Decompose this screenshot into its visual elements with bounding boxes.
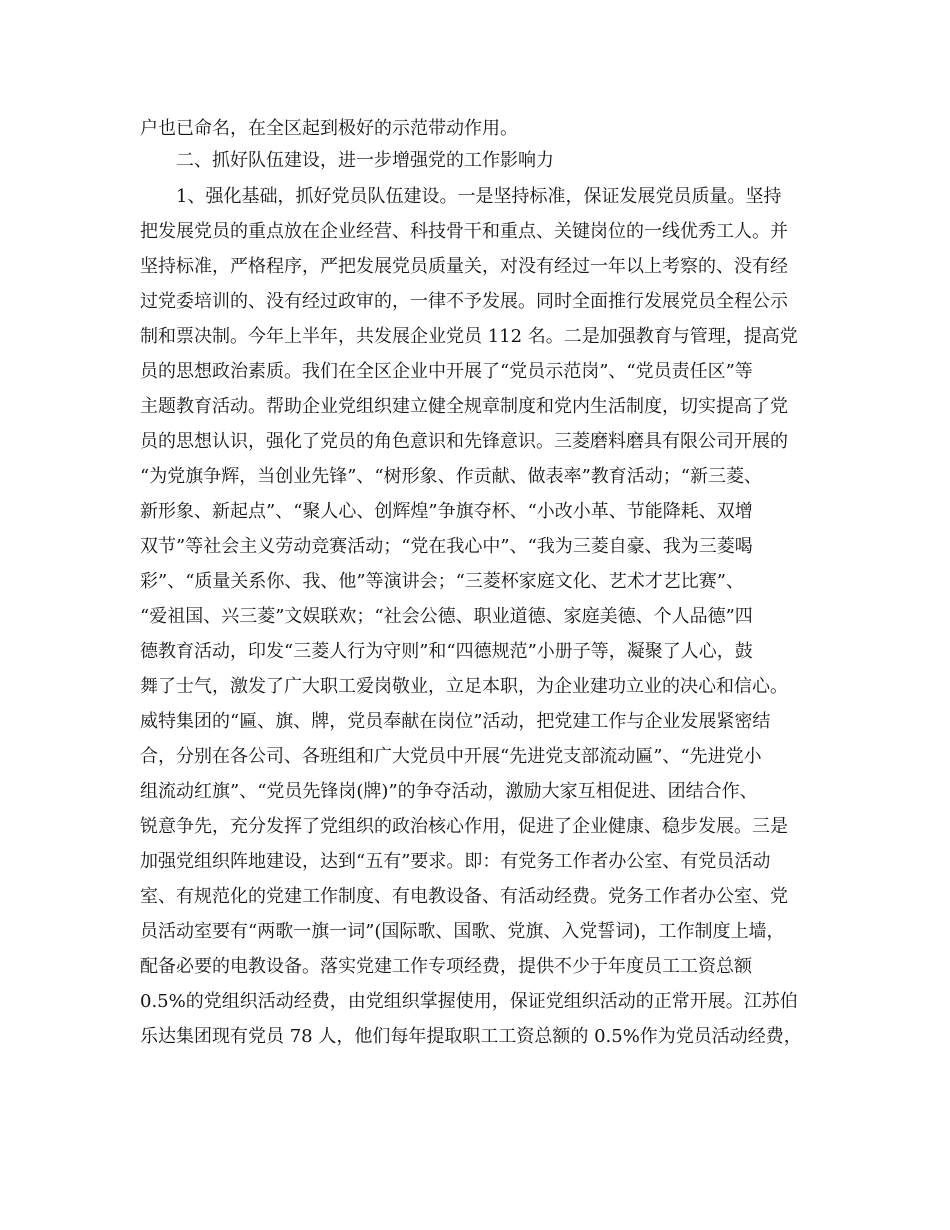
text-line: 配备必要的电教设备。落实党建工作专项经费，提供不少于年度员工工资总额 xyxy=(140,956,752,977)
text-line: “为党旗争辉，当创业先锋”、“树形象、作贡献、做表率”教育活动；“新三菱、 xyxy=(140,466,763,487)
text-line: 彩”、“质量关系你、我、他”等演讲会；“三菱杯家庭文化、艺术才艺比赛”、 xyxy=(140,571,745,592)
text-line: 过党委培训的、没有经过政审的，一律不予发展。同时全面推行发展党员全程公示 xyxy=(140,291,788,312)
text-line: 坚持标准，严格程序，严把发展党员质量关，对没有经过一年以上考察的、没有经 xyxy=(140,256,788,277)
text-line: 把发展党员的重点放在企业经营、科技骨干和重点、关键岗位的一线优秀工人。并 xyxy=(140,221,788,242)
text-line: 威特集团的“匾、旗、牌，党员奉献在岗位”活动，把党建工作与企业发展紧密结 xyxy=(140,711,771,732)
section-heading: 二、抓好队伍建设，进一步增强党的工作影响力 xyxy=(176,150,554,171)
text-line: 双节”等社会主义劳动竞赛活动；“党在我心中”、“我为三菱自豪、我为三菱喝 xyxy=(140,536,753,557)
text-line: 加强党组织阵地建设，达到“五有”要求。即：有党务工作者办公室、有党员活动 xyxy=(140,851,771,872)
text-line: 乐达集团现有党员 78 人，他们每年提取职工工资总额的 0.5%作为党员活动经费， xyxy=(140,1026,802,1047)
text-line: 员的思想认识，强化了党员的角色意识和先锋意识。三菱磨料磨具有限公司开展的 xyxy=(140,431,788,452)
text-line: 主题教育活动。帮助企业党组织建立健全规章制度和党内生活制度，切实提高了党 xyxy=(140,396,788,417)
text-line: 合，分别在各公司、各班组和广大党员中开展“先进党支部流动匾”、“先进党小 xyxy=(140,746,762,767)
paragraph-first-line: 1、强化基础，抓好党员队伍建设。一是坚持标准，保证发展党员质量。坚持 xyxy=(176,186,782,207)
text-line: 0.5%的党组织活动经费，由党组织掌握使用，保证党组织活动的正常开展。江苏伯 xyxy=(140,991,798,1012)
text-line: 德教育活动，印发“三菱人行为守则”和“四德规范”小册子等，凝聚了人心，鼓 xyxy=(140,641,753,662)
text-line: 员活动室要有“两歌一旗一词”(国际歌、国歌、党旗、入党誓词)，工作制度上墙， xyxy=(140,921,785,942)
text-line: 组流动红旗”、“党员先锋岗(牌)”的争夺活动，激励大家互相促进、团结合作、 xyxy=(140,781,758,802)
text-line: 制和票决制。今年上半年，共发展企业党员 112 名。二是加强教育与管理，提高党 xyxy=(140,326,798,347)
text-line: 锐意争先，充分发挥了党组织的政治核心作用，促进了企业健康、稳步发展。三是 xyxy=(140,816,788,837)
text-line: “爱祖国、兴三菱”文娱联欢；“社会公德、职业道德、家庭美德、个人品德”四 xyxy=(140,606,753,627)
text-line: 员的思想政治素质。我们在全区企业中开展了“党员示范岗”、“党员责任区”等 xyxy=(140,361,753,382)
text-line: 舞了士气，激发了广大职工爱岗敬业，立足本职，为企业建功立业的决心和信心。 xyxy=(140,676,788,697)
text-line: 新形象、新起点”、“聚人心、创辉煌”争旗夺杯、“小改小革、节能降耗、双增 xyxy=(140,501,753,522)
text-line: 户也已命名，在全区起到极好的示范带动作用。 xyxy=(140,118,518,139)
text-line: 室、有规范化的党建工作制度、有电教设备、有活动经费。党务工作者办公室、党 xyxy=(140,886,788,907)
